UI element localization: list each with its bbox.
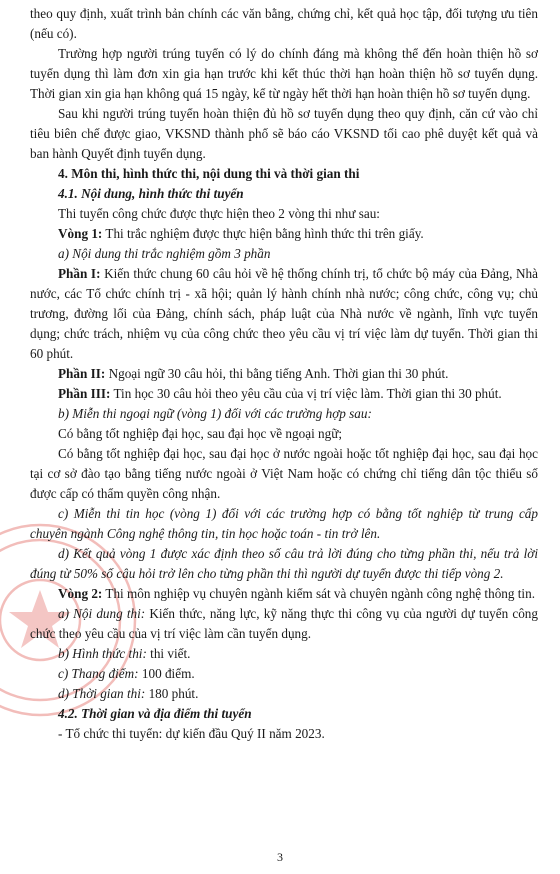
paragraph [30,384,538,404]
paragraph [30,164,538,184]
text-run: b) Miễn thi ngoại ngữ (vòng 1) đối với các trường hợp sau: [58,406,372,421]
text-run: 4.2. Thời gian và địa điểm thi tuyển [58,706,252,721]
paragraph [30,644,538,664]
text-run: 180 phút. [145,686,199,701]
paragraph [30,184,538,204]
text-run: Phần III: [58,386,111,401]
paragraph [30,244,538,264]
paragraph [30,404,538,424]
text-run: Vòng 2: [58,586,103,601]
text-run: Tin học 30 câu hỏi theo yêu cầu của vị trí việc làm. Thời gian thi 30 phút. [110,386,502,401]
paragraph [30,724,538,744]
paragraph [30,444,538,504]
text-run: d) Kết quả vòng 1 được xác định theo số câu trả lời đúng cho từng phần thi, nếu trả lời đúng từ 50% số câu hỏi trở lên cho từng phần thi thì người dự tuyển được thi tiếp vòng 2. [30,546,538,581]
text-run: a) Nội dung thi: [58,606,146,621]
text-run: 4. Môn thi, hình thức thi, nội dung thi và thời gian thi [58,166,360,181]
text-run: Phần I: [58,266,101,281]
paragraph [30,704,538,724]
paragraph [30,424,538,444]
text-run: Thi tuyển công chức được thực hiện theo 2 vòng thi như sau: [58,206,380,221]
text-run: theo quy định, xuất trình bản chính các văn bằng, chứng chỉ, kết quả học tập, đối tượng ưu tiên (nếu có). [30,6,538,41]
text-run: a) Nội dung thi trắc nghiệm gồm 3 phần [58,246,271,261]
text-run: d) Thời gian thi: [58,686,146,701]
text-run: b) Hình thức thi: [58,646,147,661]
text-run: Trường hợp người trúng tuyển có lý do chính đáng mà không thể đến hoàn thiện hồ sơ tuyển dụng thì làm đơn xin gia hạn trước khi kết thúc thời hạn hoàn thiện hồ sơ tuyển dụng. Thời gian xin gia hạn không quá 15 ngày, kể từ ngày hết thời hạn hoàn thiện hồ sơ tuyển dụng. [30,46,538,101]
paragraph [30,604,538,644]
text-run: c) Thang điểm: [58,666,139,681]
paragraph [30,364,538,384]
text-run: Phần II: [58,366,106,381]
paragraph [30,44,538,104]
paragraph [30,664,538,684]
document-body [30,4,538,744]
text-run: c) Miễn thi tin học (vòng 1) đối với các trường hợp có bằng tốt nghiệp từ trung cấp chuyên ngành Công nghệ thông tin, tin học hoặc toán - tin trở lên. [30,506,538,541]
text-run: Kiến thức chung 60 câu hỏi về hệ thống chính trị, tổ chức bộ máy của Đảng, Nhà nước, các Tổ chức chính trị - xã hội; quản lý hành chính nhà nước; công chức, công vụ; chủ trương, đường lối của Đảng, chính sách, pháp luật của Nhà nước về ngành, lĩnh vực tuyển dụng; chức trách, nhiệm vụ của công chức theo yêu cầu vị trí việc làm dự tuyển. Thời gian thi 60 phút. [30,266,539,361]
text-run: Vòng 1: [58,226,103,241]
text-run: 4.1. Nội dung, hình thức thi tuyển [58,186,244,201]
paragraph [30,544,538,584]
paragraph [30,204,538,224]
text-run: Ngoại ngữ 30 câu hỏi, thi bằng tiếng Anh. Thời gian thi 30 phút. [105,366,449,381]
paragraph [30,4,538,44]
text-run: - Tổ chức thi tuyển: dự kiến đầu Quý II năm 2023. [58,726,325,741]
paragraph [30,584,538,604]
paragraph [30,264,538,364]
paragraph [30,224,538,244]
text-run: Có bằng tốt nghiệp đại học, sau đại học ở nước ngoài hoặc tốt nghiệp đại học, sau đại học tại cơ sở đào tạo bằng tiếng nước ngoài ở Việt Nam hoặc có chứng chỉ tiếng dân tộc thiểu số được cấp có thẩm quyền công nhận. [30,446,538,501]
text-run: 100 điểm. [138,666,195,681]
text-run: Thi trắc nghiệm được thực hiện bằng hình thức thi trên giấy. [102,226,424,241]
text-run: Có bằng tốt nghiệp đại học, sau đại học về ngoại ngữ; [58,426,343,441]
page-number: 3 [277,850,283,864]
text-run: thi viết. [146,646,191,661]
paragraph [30,684,538,704]
paragraph [30,104,538,164]
paragraph [30,504,538,544]
text-run: Thi môn nghiệp vụ chuyên ngành kiểm sát và chuyên ngành công nghệ thông tin. [102,586,535,601]
text-run: Sau khi người trúng tuyển hoàn thiện đủ hồ sơ tuyển dụng theo quy định, căn cứ vào chỉ tiêu biên chế được giao, VKSND thành phố sẽ báo cáo VKSND tối cao phê duyệt kết quả và ban hành Quyết định tuyển dụng. [30,106,538,161]
text-run: Kiến thức, năng lực, kỹ năng thực thi công vụ của người dự tuyển công chức theo yêu cầu của vị trí việc làm cần tuyển dụng. [30,606,538,641]
